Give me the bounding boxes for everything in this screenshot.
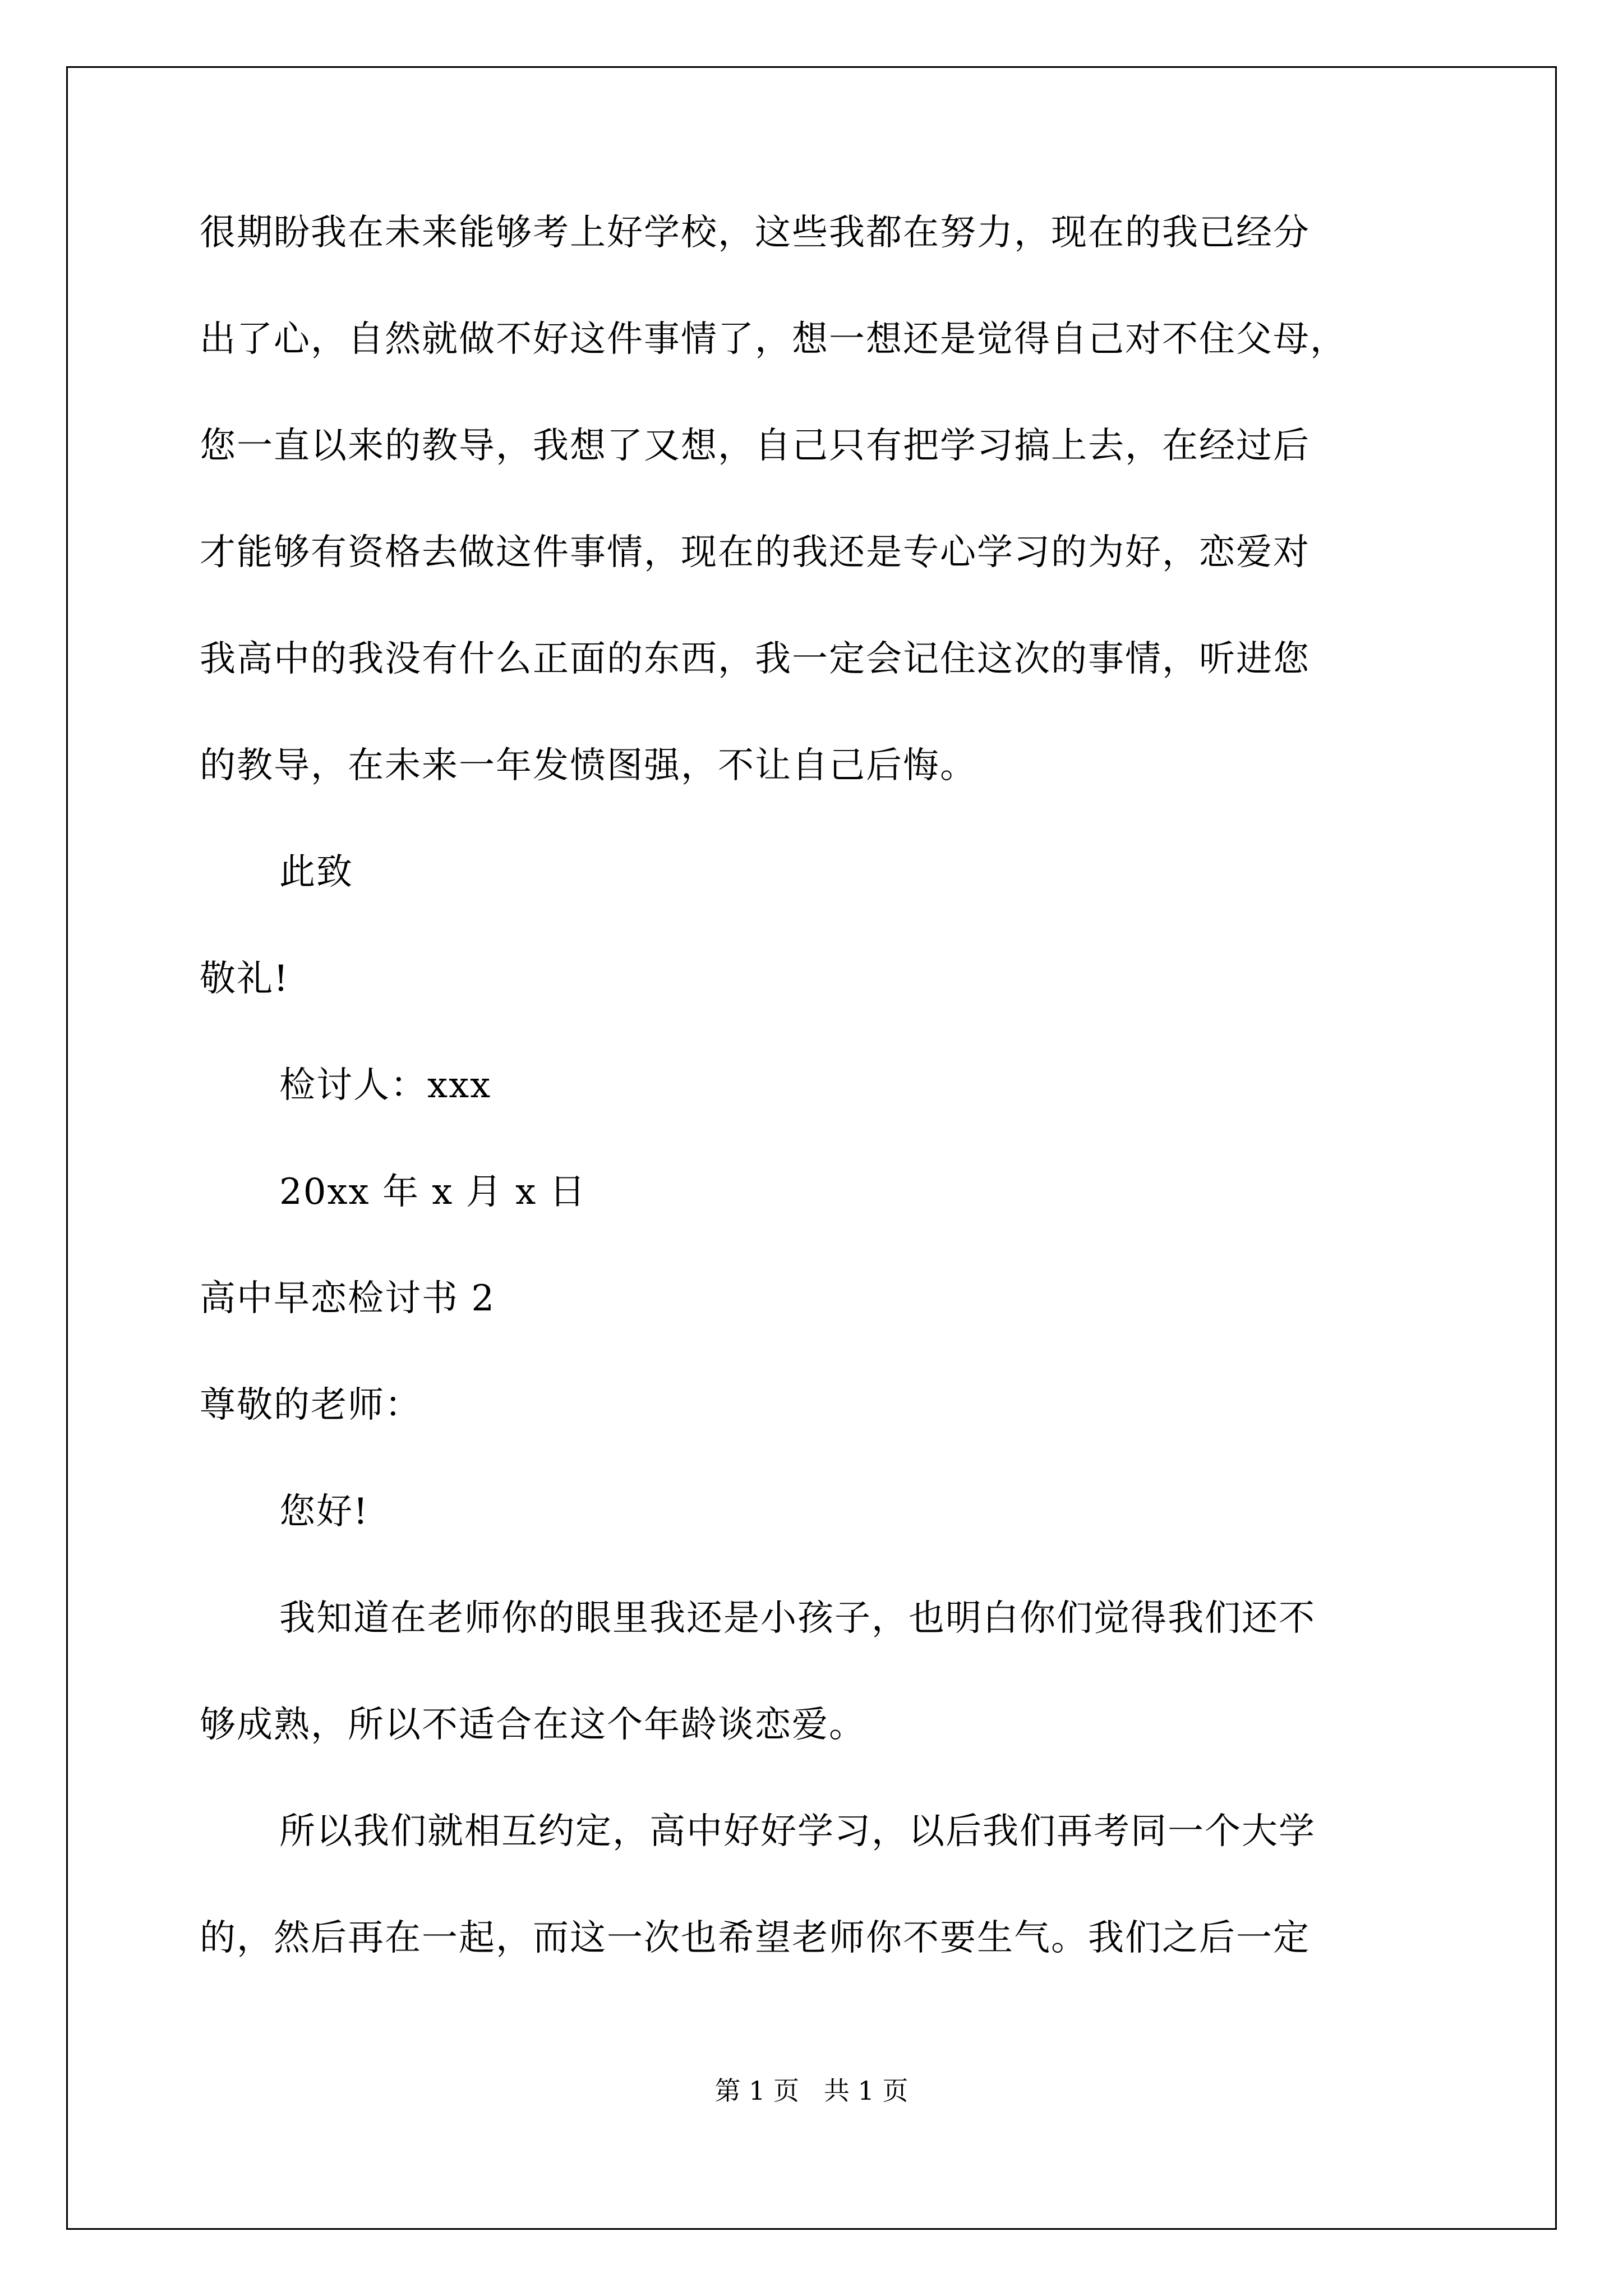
body-line-10: 的，然后再在一起，而这一次也希望老师你不要生气。我们之后一定: [200, 1917, 1310, 1959]
closing-respect: 敬礼!: [200, 958, 289, 1000]
page-footer: 第 1 页 共 1 页: [714, 2076, 909, 2106]
date-line: 20xx 年 x 月 x 日: [279, 1171, 587, 1213]
body-line-1: 很期盼我在未来能够考上好学校，这些我都在努力，现在的我已经分: [200, 212, 1310, 254]
body-line-8: 够成熟，所以不适合在这个年龄谈恋爱。: [200, 1704, 866, 1746]
body-line-5: 我高中的我没有什么正面的东西，我一定会记住这次的事情，听进您: [200, 638, 1310, 680]
signature-line: 检讨人：xxx: [279, 1065, 492, 1106]
section-title: 高中早恋检讨书 2: [200, 1278, 496, 1319]
hello-line: 您好!: [279, 1491, 369, 1533]
page-border: [66, 66, 1557, 2230]
body-line-9: 所以我们就相互约定，高中好好学习，以后我们再考同一个大学: [279, 1811, 1316, 1852]
body-line-7: 我知道在老师你的眼里我还是小孩子，也明白你们觉得我们还不: [279, 1598, 1316, 1639]
body-line-2: 出了心，自然就做不好这件事情了，想一想还是觉得自己对不住父母，: [200, 319, 1347, 360]
body-line-3: 您一直以来的教导，我想了又想，自己只有把学习搞上去，在经过后: [200, 425, 1310, 467]
body-line-4: 才能够有资格去做这件事情，现在的我还是专心学习的为好，恋爱对: [200, 532, 1310, 573]
body-line-6: 的教导，在未来一年发愤图强，不让自己后悔。: [200, 745, 977, 786]
closing-salutation: 此致: [279, 852, 353, 893]
greeting-line: 尊敬的老师：: [200, 1384, 422, 1426]
